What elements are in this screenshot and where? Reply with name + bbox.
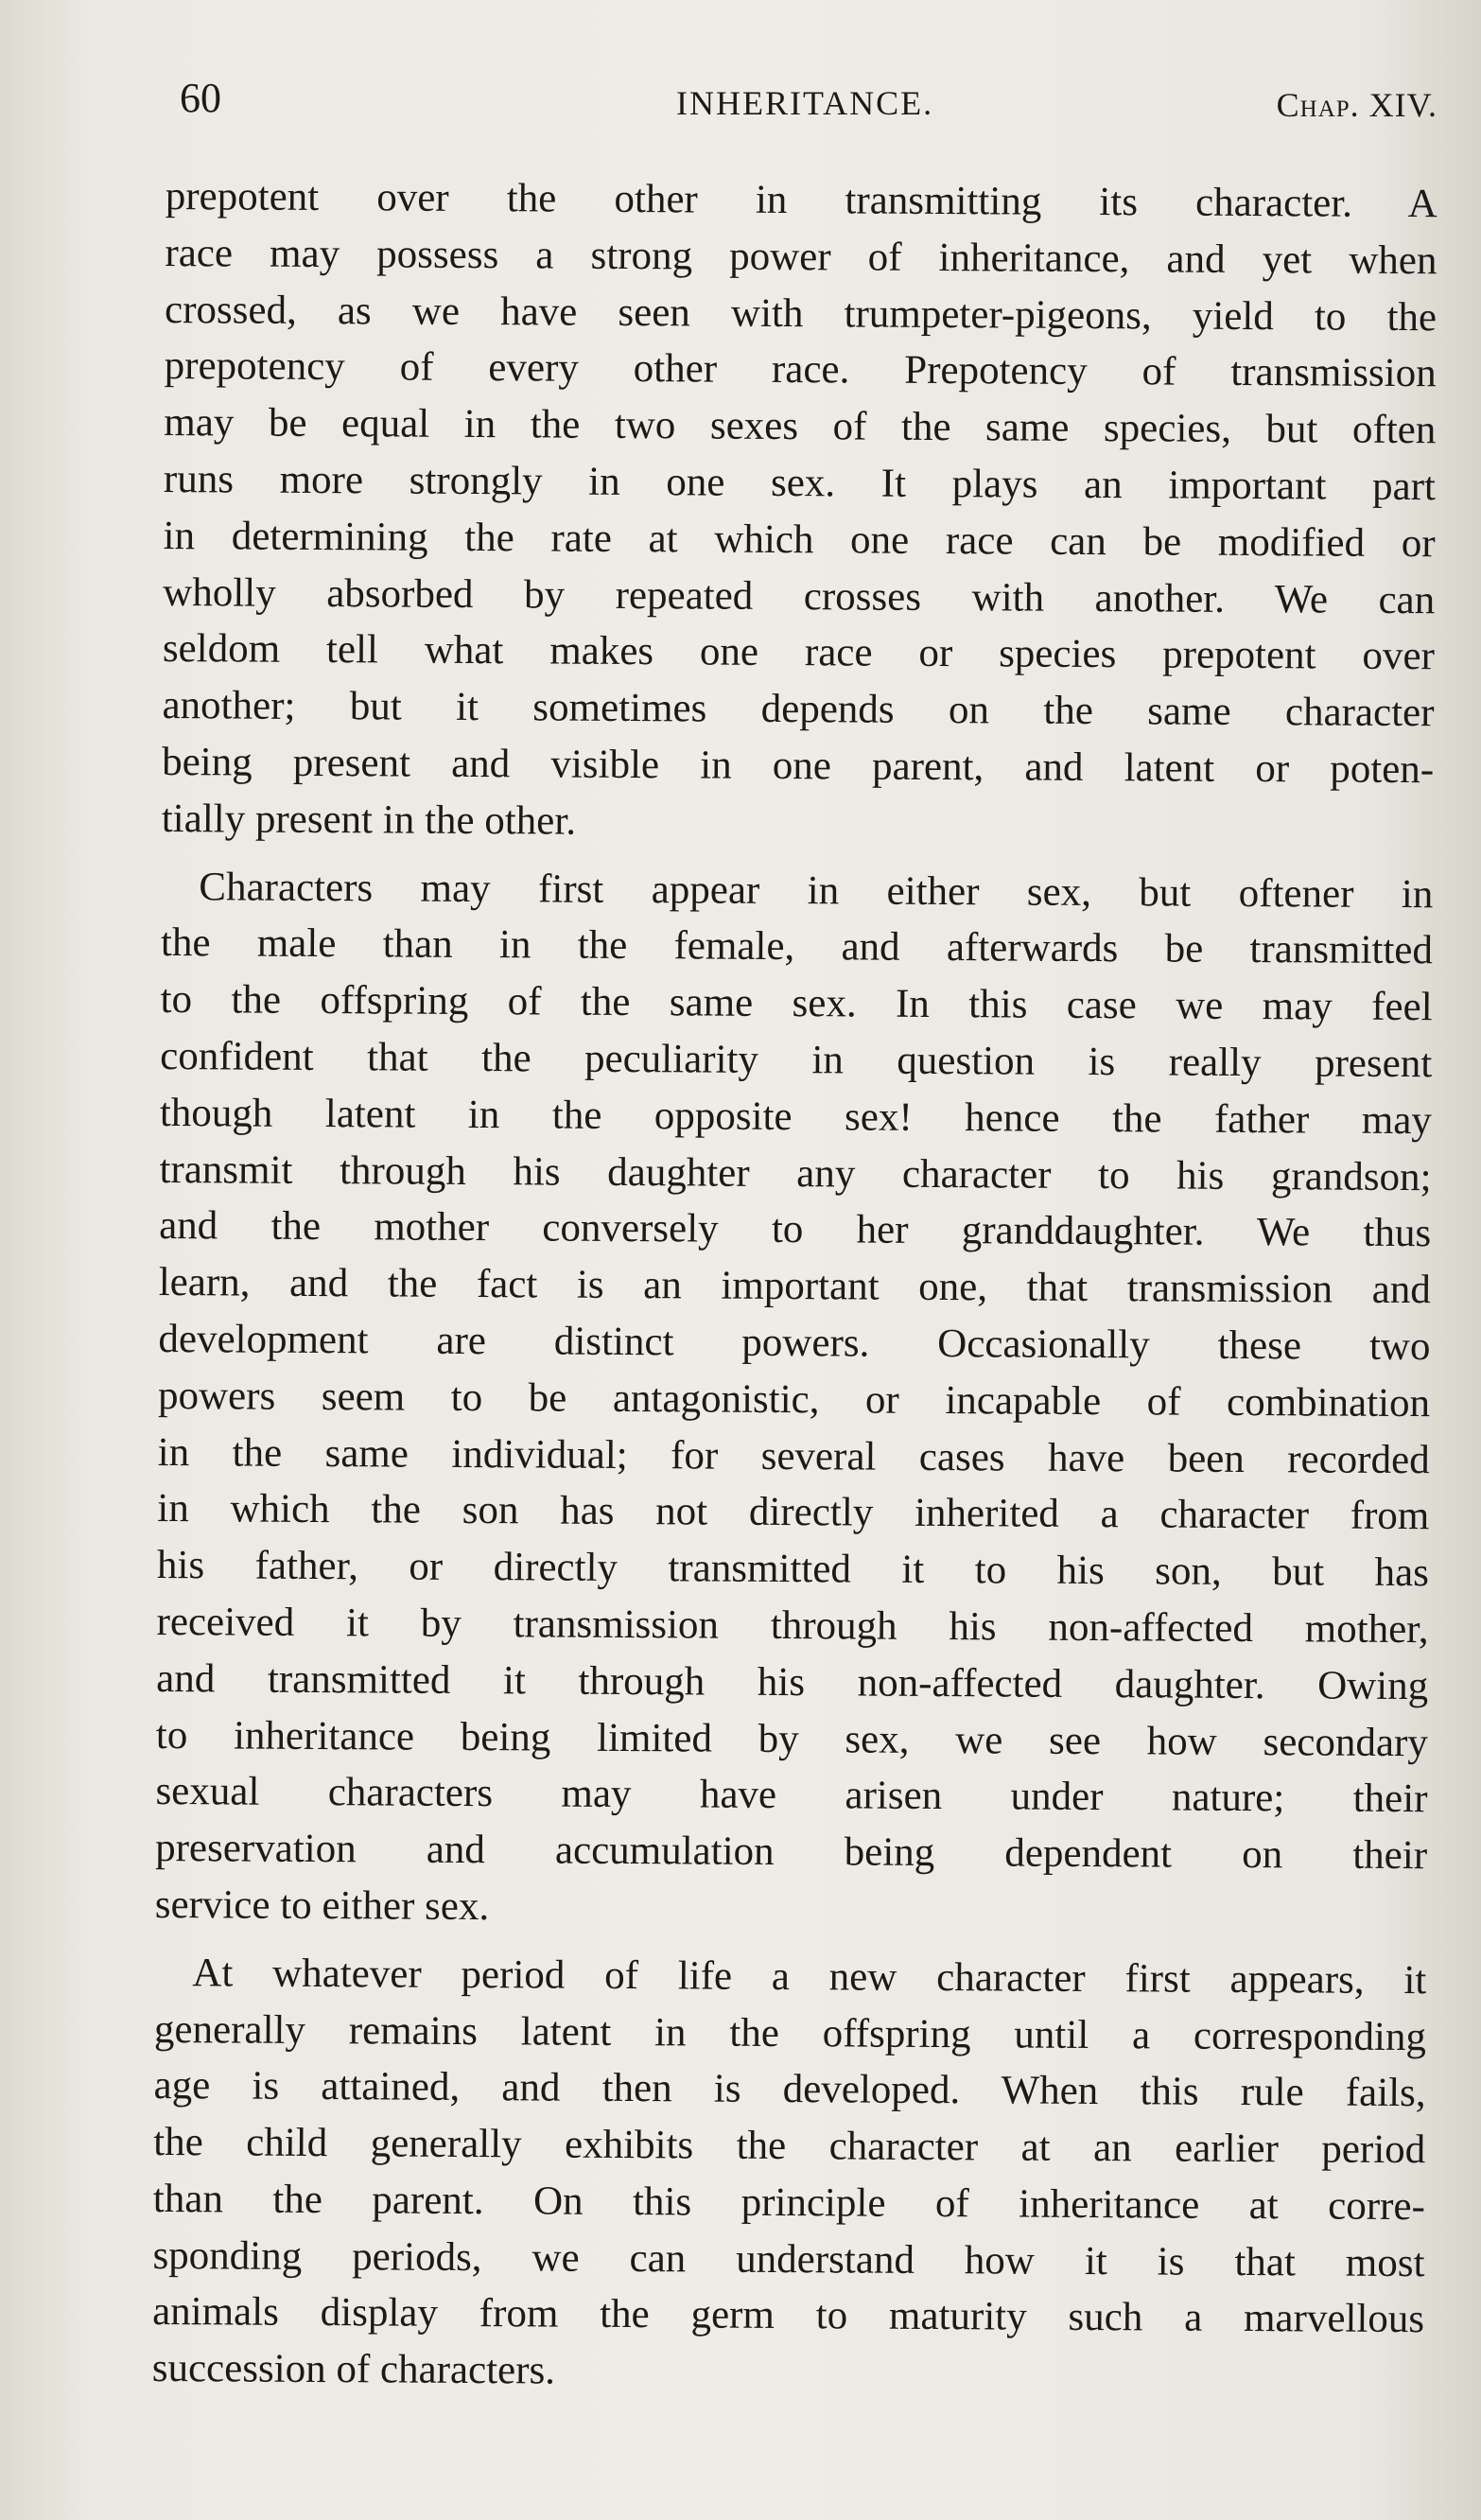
text-line: confident that the peculiarity in question is really present: [160, 1033, 1433, 1087]
text-line: the child generally exhibits the character at an earlier period: [153, 2120, 1426, 2173]
text-line: crossed, as we have seen with trumpeter-pigeons, yield to the: [164, 287, 1437, 340]
text-line: preservation and accumulation being dependent on their: [155, 1826, 1428, 1879]
text-line: Characters may first appear in either sex, but oftener in: [199, 864, 1434, 917]
text-line: being present and visible in one parent, and latent or poten-: [162, 739, 1435, 793]
text-line: service to either sex.: [154, 1881, 490, 1930]
text-line: development are distinct powers. Occasionally these two: [158, 1316, 1431, 1370]
text-line: runs more strongly in one sex. It plays an important part: [163, 456, 1437, 510]
running-title: INHERITANCE.: [676, 84, 934, 122]
text-line: to inheritance being limited by sex, we see how secondary: [155, 1712, 1429, 1765]
text-line: learn, and the fact is an important one, that transmission and: [158, 1260, 1431, 1313]
text-line: transmit through his daughter any character to his grandson;: [159, 1146, 1432, 1199]
text-line: tially present in the other.: [161, 796, 577, 844]
text-line: another; but it sometimes depends on the same character: [162, 683, 1435, 736]
page-number: 60: [180, 75, 221, 121]
text-line: sponding periods, we can understand how it is that most: [152, 2232, 1425, 2285]
text-line: though latent in the opposite sex! hence the father may: [159, 1090, 1433, 1143]
text-line: may be equal in the two sexes of the same species, but often: [164, 400, 1437, 453]
text-line: prepotency of every other race. Prepotency of transmission: [164, 343, 1437, 396]
paragraph-3: [152, 1945, 1427, 2406]
text-line: in which the son has not directly inherited a character from: [157, 1486, 1430, 1539]
text-line: seldom tell what makes one race or species prepotent over: [162, 626, 1436, 679]
text-line: race may possess a strong power of inheritance, and yet when: [165, 230, 1437, 284]
chapter-label: Chap. XIV.: [1276, 86, 1437, 124]
text-line: At whatever period of life a new character first appears, it: [192, 1950, 1427, 2003]
text-line: his father, or directly transmitted it to his son, but has: [156, 1543, 1430, 1596]
page-header: [180, 66, 1437, 132]
text-line: in the same individual; for several cases have been recorded: [157, 1429, 1430, 1482]
text-line: powers seem to be antagonistic, or incapable of combination: [157, 1373, 1431, 1426]
text-line: and transmitted it through his non-affected daughter. Owing: [156, 1655, 1429, 1708]
text-line: than the parent. On this principle of inheritance at corre-: [152, 2176, 1426, 2230]
text-line: prepotent over the other in transmitting its character. A: [165, 173, 1437, 227]
text-line: wholly absorbed by repeated crosses with another. We can: [163, 569, 1436, 622]
paragraph-1: [162, 168, 1437, 855]
text-line: to the offspring of the same sex. In this case we may feel: [160, 977, 1433, 1030]
text-line: sexual characters may have arisen under nature; their: [155, 1769, 1428, 1822]
text-line: age is attained, and then is developed. When this rule fails,: [153, 2063, 1426, 2116]
text-line: and the mother conversely to her granddaughter. We thus: [159, 1203, 1432, 1256]
text-line: in determining the rate at which one race can be modified or: [163, 513, 1436, 566]
text-line: animals display from the germ to maturity such a marvellous: [152, 2289, 1425, 2342]
text-line: the male than in the female, and afterwards be transmitted: [160, 920, 1434, 973]
text-line: received it by transmission through his non-affected mother,: [156, 1599, 1429, 1653]
text-line: generally remains latent in the offspring until a corresponding: [153, 2006, 1427, 2059]
paragraph-2: [155, 859, 1434, 1941]
body-text: [152, 168, 1437, 2405]
text-line: succession of characters.: [151, 2346, 556, 2393]
